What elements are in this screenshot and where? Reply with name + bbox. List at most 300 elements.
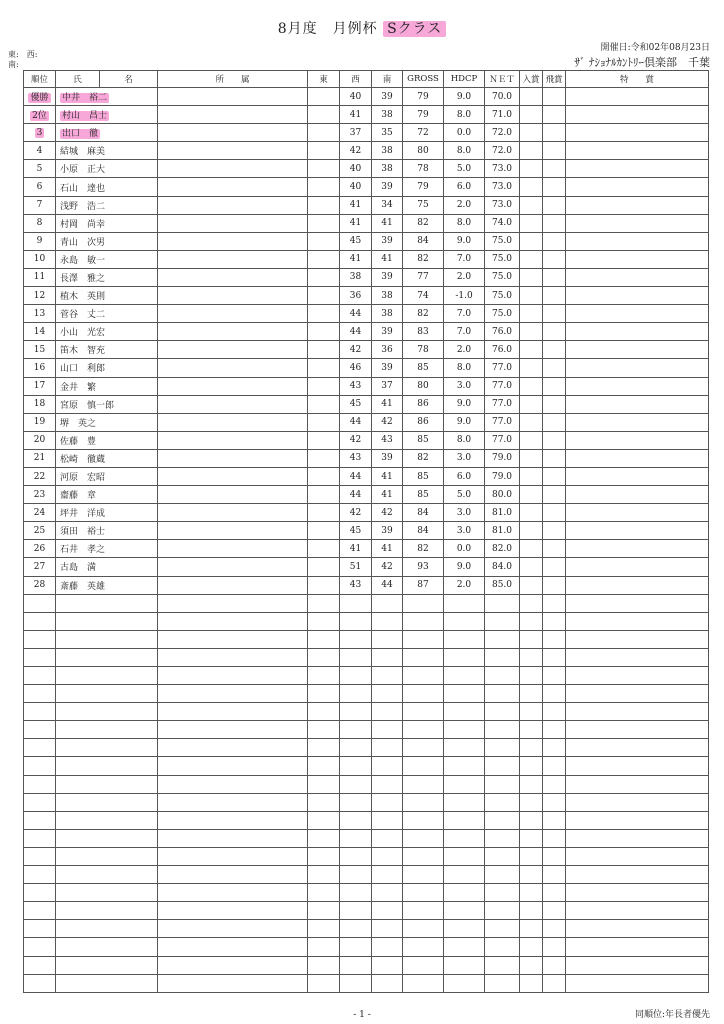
empty-cell xyxy=(340,739,372,757)
gross-cell-text: 84 xyxy=(417,236,429,247)
south-cell xyxy=(372,558,403,576)
hdcp-cell xyxy=(444,395,485,413)
net-cell xyxy=(485,504,520,522)
name-cell xyxy=(56,558,158,576)
hdcp-cell-text: 3.0 xyxy=(456,453,472,464)
name-cell xyxy=(56,323,158,341)
empty-cell xyxy=(308,938,340,956)
nyusho-cell xyxy=(520,106,543,124)
affiliation-cell xyxy=(158,142,308,160)
special-cell xyxy=(566,88,709,106)
empty-cell xyxy=(24,902,56,920)
empty-cell xyxy=(372,847,403,865)
east-cell xyxy=(308,250,340,268)
affiliation-cell xyxy=(158,214,308,232)
empty-cell xyxy=(340,648,372,666)
empty-cell xyxy=(158,811,308,829)
empty-cell xyxy=(485,594,520,612)
west-cell-text: 42 xyxy=(349,145,362,156)
empty-cell xyxy=(403,956,444,974)
event-date: 開催日:令和02年08月23日 xyxy=(600,43,710,53)
hdcp-cell-text: 3.0 xyxy=(456,381,472,392)
tobisho-cell xyxy=(543,287,566,305)
west-cell-text: 44 xyxy=(349,326,362,337)
west-cell-text: 44 xyxy=(349,489,362,500)
name-cell xyxy=(56,305,158,323)
west-cell xyxy=(340,232,372,250)
tobisho-cell xyxy=(543,232,566,250)
empty-cell xyxy=(372,793,403,811)
empty-cell xyxy=(340,902,372,920)
name-cell xyxy=(56,287,158,305)
name-cell-text: 齋藤 章 xyxy=(60,491,97,502)
hdcp-cell-text: 3.0 xyxy=(456,507,472,518)
empty-cell xyxy=(566,630,709,648)
empty-cell xyxy=(444,938,485,956)
empty-cell xyxy=(24,648,56,666)
net-cell-text: 80.0 xyxy=(491,489,513,500)
hdcp-cell-text: 8.0 xyxy=(456,362,472,373)
empty-row xyxy=(24,974,709,992)
empty-cell xyxy=(308,703,340,721)
rank-cell xyxy=(24,196,56,214)
class-label: Sクラス xyxy=(383,21,446,37)
empty-cell xyxy=(308,793,340,811)
col-gross: GROSS xyxy=(403,71,444,88)
empty-cell xyxy=(403,902,444,920)
empty-cell xyxy=(24,974,56,992)
hdcp-cell-text: 0.0 xyxy=(456,543,472,554)
empty-cell xyxy=(24,829,56,847)
net-cell-text: 74.0 xyxy=(491,218,513,229)
net-cell-text: 77.0 xyxy=(491,399,513,410)
south-cell xyxy=(372,88,403,106)
hdcp-cell xyxy=(444,413,485,431)
empty-cell xyxy=(308,721,340,739)
special-cell xyxy=(566,250,709,268)
rank-cell xyxy=(24,449,56,467)
hdcp-cell-text: -1.0 xyxy=(455,290,473,301)
special-cell xyxy=(566,160,709,178)
south-cell-text: 38 xyxy=(381,163,393,174)
affiliation-cell xyxy=(158,449,308,467)
tobisho-cell xyxy=(543,160,566,178)
gross-cell xyxy=(403,160,444,178)
west-cell-text: 38 xyxy=(349,272,362,283)
empty-row xyxy=(24,685,709,703)
special-cell xyxy=(566,504,709,522)
south-cell-text: 41 xyxy=(381,254,393,265)
south-cell xyxy=(372,178,403,196)
rank-cell xyxy=(24,106,56,124)
special-cell xyxy=(566,214,709,232)
name-cell xyxy=(56,486,158,504)
affiliation-cell xyxy=(158,431,308,449)
net-cell xyxy=(485,250,520,268)
rank-cell-text: 25 xyxy=(33,525,46,536)
special-cell xyxy=(566,486,709,504)
empty-cell xyxy=(372,648,403,666)
south-cell xyxy=(372,540,403,558)
empty-cell xyxy=(566,757,709,775)
empty-cell xyxy=(308,612,340,630)
hdcp-cell-text: 2.0 xyxy=(456,272,472,283)
south-cell-text: 38 xyxy=(381,145,393,156)
south-cell xyxy=(372,196,403,214)
affiliation-cell xyxy=(158,88,308,106)
south-cell xyxy=(372,287,403,305)
empty-cell xyxy=(24,920,56,938)
table-row xyxy=(24,323,709,341)
empty-cell xyxy=(403,920,444,938)
special-cell xyxy=(566,558,709,576)
net-cell xyxy=(485,88,520,106)
affiliation-cell xyxy=(158,467,308,485)
name-cell-text: 金井 繁 xyxy=(60,382,97,393)
net-cell-text: 73.0 xyxy=(491,200,513,211)
name-cell-text: 石山 達也 xyxy=(60,183,106,194)
empty-cell xyxy=(403,884,444,902)
net-cell xyxy=(485,287,520,305)
gross-cell-text: 80 xyxy=(417,381,429,392)
east-cell xyxy=(308,142,340,160)
gross-cell-text: 79 xyxy=(417,109,429,120)
table-row xyxy=(24,504,709,522)
south-cell xyxy=(372,522,403,540)
south-cell xyxy=(372,576,403,594)
south-label: 南: xyxy=(8,60,19,69)
empty-cell xyxy=(372,974,403,992)
empty-cell xyxy=(56,757,158,775)
empty-cell xyxy=(566,685,709,703)
east-cell xyxy=(308,540,340,558)
name-cell xyxy=(56,576,158,594)
table-row xyxy=(24,522,709,540)
net-cell-text: 72.0 xyxy=(491,127,513,138)
hdcp-cell xyxy=(444,124,485,142)
empty-cell xyxy=(372,703,403,721)
west-cell-text: 40 xyxy=(349,182,362,193)
hdcp-cell xyxy=(444,522,485,540)
empty-cell xyxy=(403,739,444,757)
empty-row xyxy=(24,648,709,666)
hdcp-cell xyxy=(444,431,485,449)
empty-cell xyxy=(403,847,444,865)
empty-cell xyxy=(485,956,520,974)
empty-cell xyxy=(444,847,485,865)
empty-cell xyxy=(403,612,444,630)
tobisho-cell xyxy=(543,214,566,232)
gross-cell xyxy=(403,287,444,305)
table-row xyxy=(24,558,709,576)
empty-cell xyxy=(543,829,566,847)
name-cell-text: 結城 麻美 xyxy=(60,147,106,158)
special-cell xyxy=(566,431,709,449)
nyusho-cell xyxy=(520,504,543,522)
west-cell xyxy=(340,413,372,431)
empty-cell xyxy=(543,775,566,793)
west-cell-text: 43 xyxy=(349,580,362,591)
hdcp-cell xyxy=(444,106,485,124)
rank-cell-text: 16 xyxy=(33,362,46,373)
empty-cell xyxy=(444,612,485,630)
hdcp-cell-text: 0.0 xyxy=(456,127,472,138)
west-cell xyxy=(340,214,372,232)
west-cell-text: 41 xyxy=(349,200,362,211)
west-cell xyxy=(340,449,372,467)
name-cell-text: 斎藤 英雄 xyxy=(60,581,106,592)
nyusho-cell xyxy=(520,142,543,160)
west-cell xyxy=(340,558,372,576)
empty-cell xyxy=(566,721,709,739)
gross-cell-text: 85 xyxy=(417,489,429,500)
west-cell xyxy=(340,467,372,485)
rank-cell-text: 8 xyxy=(36,218,43,229)
hdcp-cell-text: 8.0 xyxy=(456,145,472,156)
hdcp-cell-text: 8.0 xyxy=(456,109,472,120)
tobisho-cell xyxy=(543,178,566,196)
rank-cell-text: 3 xyxy=(36,127,43,138)
south-cell xyxy=(372,341,403,359)
empty-cell xyxy=(485,829,520,847)
rank-cell-text: 23 xyxy=(33,489,46,500)
name-cell xyxy=(56,160,158,178)
name-cell xyxy=(56,467,158,485)
tobisho-cell xyxy=(543,124,566,142)
gross-cell-text: 87 xyxy=(417,580,429,591)
empty-cell xyxy=(158,829,308,847)
net-cell-text: 85.0 xyxy=(491,580,513,591)
south-cell-text: 39 xyxy=(381,525,393,536)
east-cell xyxy=(308,196,340,214)
affiliation-cell xyxy=(158,341,308,359)
south-cell-text: 42 xyxy=(381,561,393,572)
col-hdcp: HDCP xyxy=(444,71,485,88)
affiliation-cell xyxy=(158,305,308,323)
south-cell xyxy=(372,268,403,286)
empty-cell xyxy=(566,956,709,974)
empty-cell xyxy=(543,703,566,721)
empty-cell xyxy=(56,956,158,974)
table-row xyxy=(24,431,709,449)
name-cell-text: 長澤 雅之 xyxy=(60,273,106,284)
name-cell xyxy=(56,540,158,558)
empty-cell xyxy=(520,829,543,847)
name-cell-text: 山口 利郎 xyxy=(60,364,106,375)
name-cell xyxy=(56,232,158,250)
empty-cell xyxy=(566,866,709,884)
empty-cell xyxy=(340,685,372,703)
gross-cell xyxy=(403,268,444,286)
empty-cell xyxy=(372,594,403,612)
tobisho-cell xyxy=(543,486,566,504)
nyusho-cell xyxy=(520,377,543,395)
tobisho-cell xyxy=(543,522,566,540)
rank-cell xyxy=(24,540,56,558)
tobisho-cell xyxy=(543,504,566,522)
nyusho-cell xyxy=(520,522,543,540)
east-cell xyxy=(308,287,340,305)
empty-cell xyxy=(158,920,308,938)
name-cell-text: 小山 光宏 xyxy=(60,328,106,339)
empty-cell xyxy=(24,721,56,739)
hdcp-cell xyxy=(444,576,485,594)
empty-cell xyxy=(372,667,403,685)
tobisho-cell xyxy=(543,250,566,268)
name-cell-text: 出口 徹 xyxy=(62,129,99,140)
rank-cell xyxy=(24,341,56,359)
west-cell xyxy=(340,287,372,305)
nyusho-cell xyxy=(520,341,543,359)
gross-cell xyxy=(403,486,444,504)
gross-cell xyxy=(403,431,444,449)
south-cell xyxy=(372,250,403,268)
rank-cell xyxy=(24,377,56,395)
empty-cell xyxy=(158,902,308,920)
col-east: 東 xyxy=(308,71,340,88)
tobisho-cell xyxy=(543,540,566,558)
table-header xyxy=(24,71,709,88)
name-cell xyxy=(56,88,158,106)
empty-cell xyxy=(56,920,158,938)
affiliation-cell xyxy=(158,359,308,377)
empty-cell xyxy=(403,829,444,847)
affiliation-cell xyxy=(158,576,308,594)
empty-cell xyxy=(372,811,403,829)
net-cell xyxy=(485,395,520,413)
table-row xyxy=(24,449,709,467)
west-cell xyxy=(340,178,372,196)
gross-cell-text: 93 xyxy=(417,561,429,572)
empty-cell xyxy=(520,866,543,884)
west-cell-text: 46 xyxy=(349,362,362,373)
hdcp-cell xyxy=(444,160,485,178)
gross-cell xyxy=(403,540,444,558)
net-cell-text: 70.0 xyxy=(491,91,513,102)
gross-cell xyxy=(403,522,444,540)
empty-cell xyxy=(56,829,158,847)
empty-cell xyxy=(520,974,543,992)
west-cell xyxy=(340,359,372,377)
hdcp-cell-text: 3.0 xyxy=(456,525,472,536)
empty-cell xyxy=(485,938,520,956)
empty-cell xyxy=(24,630,56,648)
hdcp-cell xyxy=(444,250,485,268)
name-cell xyxy=(56,395,158,413)
nyusho-cell xyxy=(520,558,543,576)
hdcp-cell xyxy=(444,359,485,377)
south-cell xyxy=(372,305,403,323)
empty-cell xyxy=(543,739,566,757)
net-cell-text: 72.0 xyxy=(491,145,513,156)
west-cell-text: 40 xyxy=(349,91,362,102)
rank-cell xyxy=(24,305,56,323)
special-cell xyxy=(566,268,709,286)
page-title xyxy=(0,18,724,38)
empty-row xyxy=(24,902,709,920)
net-cell xyxy=(485,359,520,377)
empty-cell xyxy=(372,612,403,630)
empty-cell xyxy=(56,739,158,757)
empty-cell xyxy=(520,721,543,739)
empty-cell xyxy=(520,648,543,666)
south-cell-text: 39 xyxy=(381,91,393,102)
course-info xyxy=(8,50,37,70)
south-cell-text: 38 xyxy=(381,109,393,120)
gross-cell xyxy=(403,323,444,341)
name-cell-text: 河原 宏昭 xyxy=(60,473,106,484)
table-row xyxy=(24,250,709,268)
empty-cell xyxy=(24,594,56,612)
west-cell-text: 44 xyxy=(349,471,362,482)
empty-row xyxy=(24,811,709,829)
west-cell-text: 45 xyxy=(349,525,362,536)
gross-cell xyxy=(403,250,444,268)
rank-cell-text: 11 xyxy=(33,272,46,283)
empty-cell xyxy=(372,920,403,938)
empty-cell xyxy=(485,757,520,775)
nyusho-cell xyxy=(520,124,543,142)
empty-cell xyxy=(485,667,520,685)
west-cell-text: 44 xyxy=(349,417,362,428)
empty-cell xyxy=(308,884,340,902)
special-cell xyxy=(566,377,709,395)
south-cell xyxy=(372,323,403,341)
gross-cell-text: 75 xyxy=(417,200,429,211)
empty-cell xyxy=(444,721,485,739)
nyusho-cell xyxy=(520,359,543,377)
empty-cell xyxy=(444,667,485,685)
rank-cell xyxy=(24,359,56,377)
empty-cell xyxy=(308,685,340,703)
empty-cell xyxy=(308,902,340,920)
empty-cell xyxy=(444,775,485,793)
rank-cell-text: 27 xyxy=(33,561,46,572)
west-cell-text: 45 xyxy=(349,236,362,247)
net-cell xyxy=(485,305,520,323)
hdcp-cell xyxy=(444,178,485,196)
east-cell xyxy=(308,178,340,196)
empty-cell xyxy=(485,739,520,757)
table-row xyxy=(24,486,709,504)
hdcp-cell-text: 2.0 xyxy=(456,344,472,355)
west-cell-text: 51 xyxy=(349,561,362,572)
empty-cell xyxy=(520,594,543,612)
net-cell xyxy=(485,178,520,196)
tobisho-cell xyxy=(543,558,566,576)
south-cell-text: 41 xyxy=(381,471,393,482)
empty-cell xyxy=(308,920,340,938)
empty-cell xyxy=(543,884,566,902)
south-cell-text: 36 xyxy=(381,344,393,355)
special-cell xyxy=(566,305,709,323)
empty-cell xyxy=(372,757,403,775)
empty-cell xyxy=(24,667,56,685)
empty-cell xyxy=(566,739,709,757)
rank-cell xyxy=(24,160,56,178)
hdcp-cell-text: 6.0 xyxy=(456,182,472,193)
tobisho-cell xyxy=(543,359,566,377)
name-cell xyxy=(56,413,158,431)
special-cell xyxy=(566,413,709,431)
west-cell-text: 42 xyxy=(349,344,362,355)
rank-cell xyxy=(24,214,56,232)
table-row xyxy=(24,142,709,160)
empty-cell xyxy=(308,847,340,865)
net-cell-text: 75.0 xyxy=(491,236,513,247)
empty-row xyxy=(24,721,709,739)
name-cell-text: 松崎 徹蔵 xyxy=(60,454,106,465)
